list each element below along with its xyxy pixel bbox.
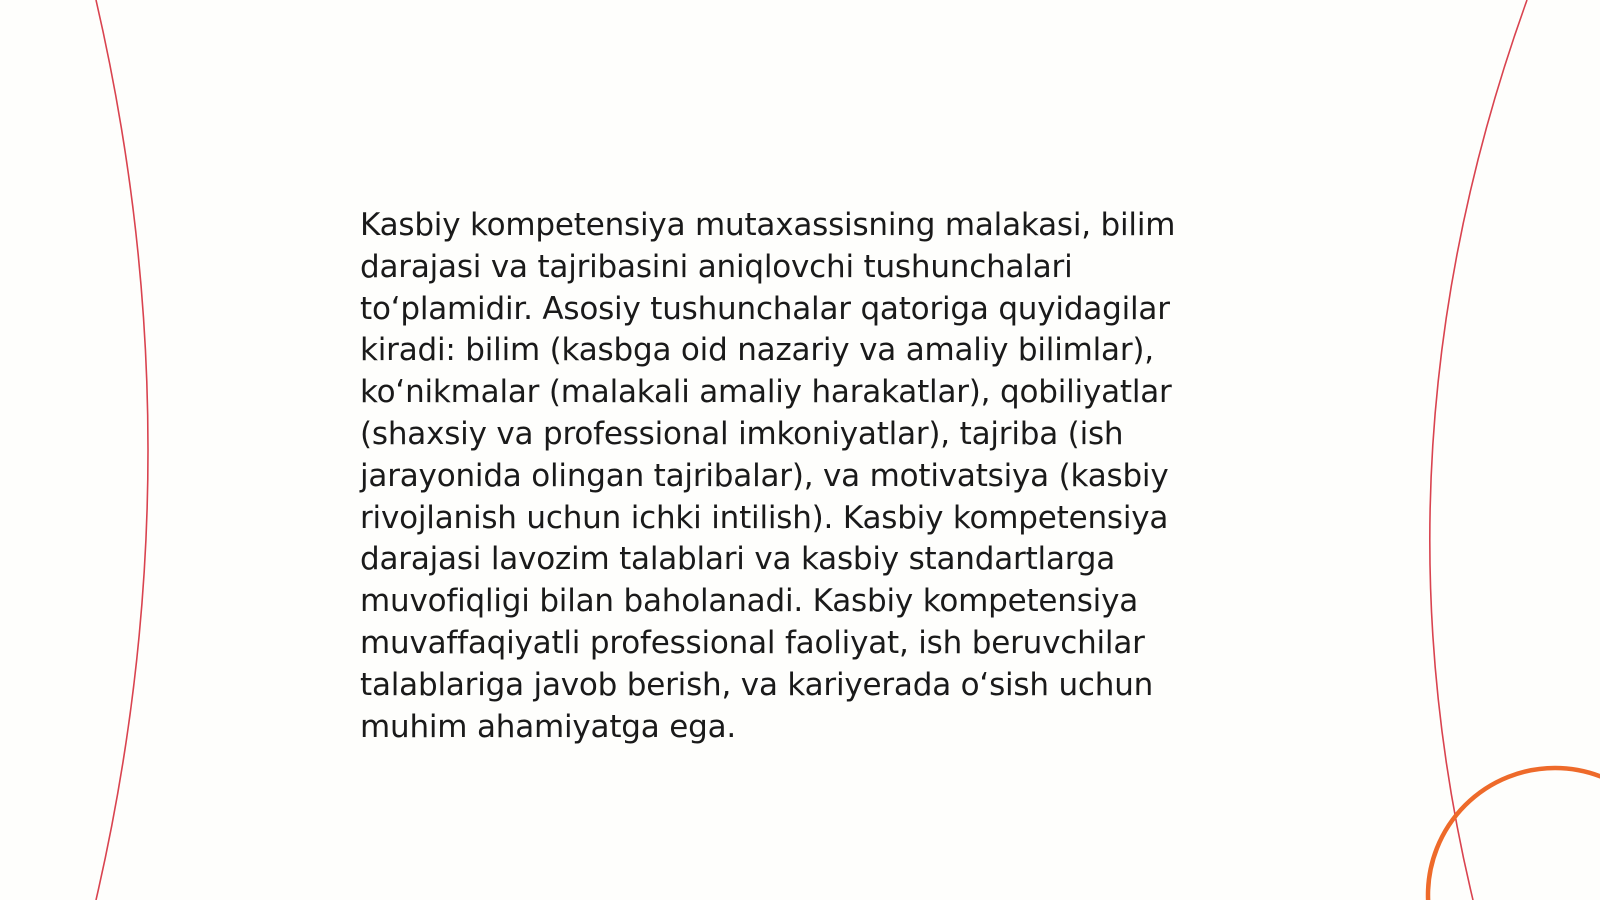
right-curve-line	[1430, 0, 1527, 900]
slide-body-text: Kasbiy kompetensiya mutaxassisning malakasi, bilim darajasi va tajribasini aniqlovchi tushunchalari to‘plamidir. Asosiy tushunchalar qatoriga quyidagilar kiradi: bilim (kasbga oid nazariy va amaliy bilimlar), ko‘nikmalar (malakali amaliy harakatlar), qobiliyatlar (shaxsiy va professional imkoniyatlar), tajriba (ish jarayonida olingan tajribalar), va motivatsiya (kasbiy rivojlanish uchun ichki intilish). Kasbiy kompetensiya darajasi lavozim talablari va kasbiy standartlarga muvofiqligi bilan baholanadi. Kasbiy kompetensiya muvaffaqiyatli professional faoliyat, ish beruvchilar talablariga javob berish, va kariyerada o‘sish uchun muhim ahamiyatga ega.	[360, 207, 1176, 745]
left-curve-line	[96, 0, 148, 900]
accent-circle	[1428, 768, 1600, 900]
